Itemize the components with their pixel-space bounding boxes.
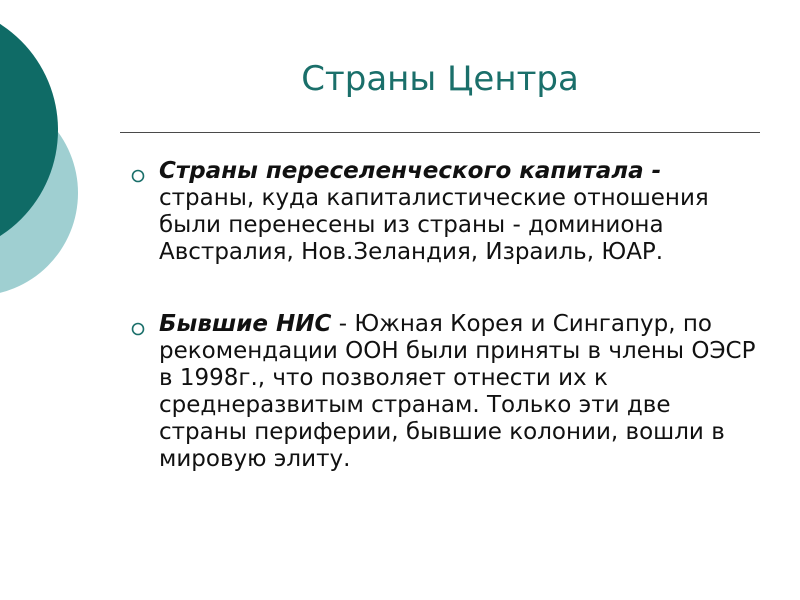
bullet-emphasis: Страны переселенческого капитала - [159, 158, 662, 184]
slide-title: Страны Центра [301, 59, 579, 99]
bullet-list [130, 158, 760, 473]
bullet-item [130, 158, 760, 266]
bullet-emphasis: Бывшие НИС [159, 311, 332, 337]
bullet-item [130, 311, 760, 473]
circle-outline-icon [130, 321, 146, 337]
title-divider [120, 132, 760, 133]
decorative-circles [0, 0, 110, 320]
bullet-text: страны, куда капиталистические отношения были перенесены из страны - доминиона Австралия, Нов.Зеландия, Израиль, ЮАР. [159, 185, 709, 265]
circle-outline-icon [130, 168, 146, 184]
bullet-text: - Южная Корея и Сингапур, по рекомендации ООН были приняты в члены ОЭСР в 1998г., что позволяет отнести их к среднеразвитым странам. Только эти две страны периферии, бывшие колонии, вошли в мировую элиту. [159, 311, 756, 472]
